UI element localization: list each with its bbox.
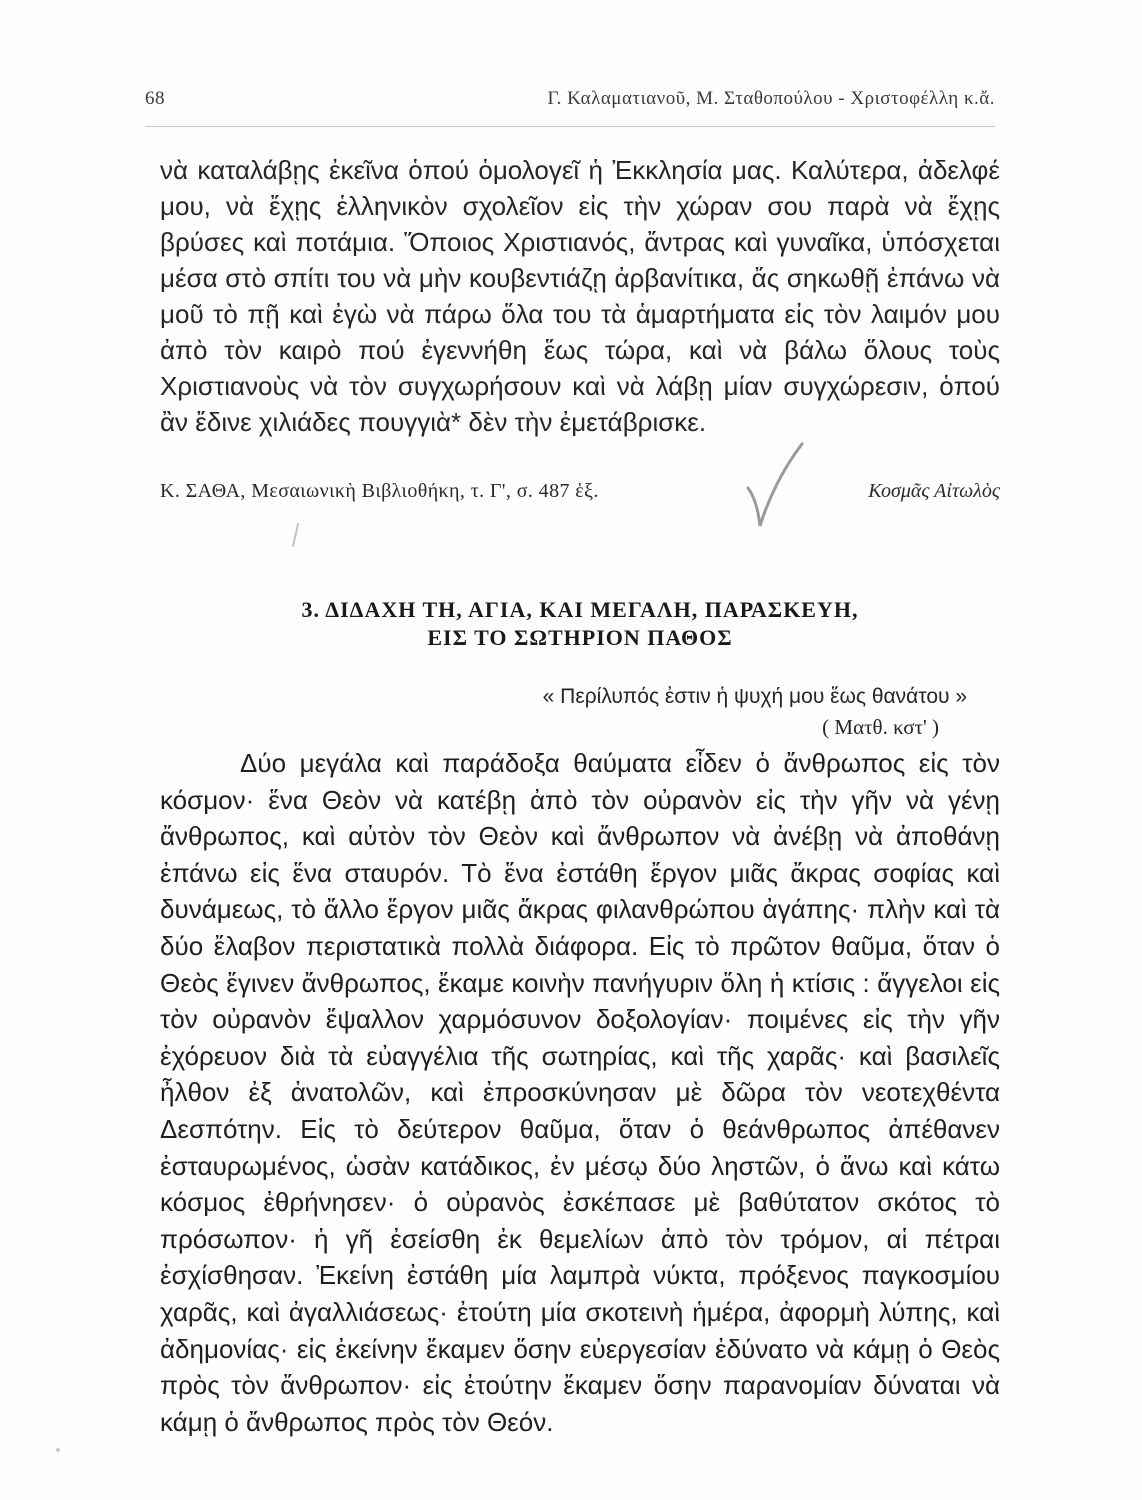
section-title-line-2: ΕΙΣ ΤΟ ΣΩΤΗΡΙΟΝ ΠΑΘΟΣ xyxy=(427,625,733,650)
page-number: 68 xyxy=(145,88,165,109)
paper-speck xyxy=(56,1448,60,1452)
section-title-line-1: 3. ΔΙΔΑΧΗ ΤΗ, ΑΓΙΑ, ΚΑΙ ΜΕΓΑΛΗ, ΠΑΡΑΣΚΕΥΗ, xyxy=(301,597,859,622)
source-author: Κοσμᾶς Αἰτωλὸς xyxy=(868,480,1000,502)
pencil-checkmark-icon xyxy=(740,440,810,530)
header-rule xyxy=(145,126,995,127)
epigraph xyxy=(407,682,967,742)
body-paragraph: Δύο μεγάλα καὶ παράδοξα θαύματα εἶδεν ὁ ἄνθρωπος εἰς τὸν κόσμον· ἕνα Θεὸν νὰ κατέβῃ ἀπὸ τὸν οὐρανὸν εἰς τὴν γῆν νὰ γένῃ ἄνθρωπος, καὶ αὐτὸν τὸν Θεὸν καὶ ἄνθρωπον νὰ ἀνέβῃ νὰ ἀποθάνῃ ἐπάνω εἰς ἕνα σταυρόν. Τὸ ἕνα ἐστάθη ἔργον μιᾶς ἄκρας σοφίας καὶ δυνάμεως, τὸ ἄλλο ἔργον μιᾶς ἄκρας φιλανθρώπου ἀγάπης· πλὴν καὶ τὰ δύο ἔλαβον περιστατικὰ πολλὰ διάφορα. Εἰς τὸ πρῶτον θαῦμα, ὅταν ὁ Θεὸς ἔγινεν ἄνθρωπος, ἔκαμε κοινὴν πανήγυριν ὅλη ἡ κτίσις : ἄγγελοι εἰς τὸν οὐρανὸν ἔψαλλον χαρμόσυνον δοξολογίαν· ποιμένες εἰς τὴν γῆν ἐχόρευον διὰ τὰ εὐαγγέλια τῆς σωτηρίας, καὶ τῆς χαρᾶς· καὶ βασιλεῖς ἦλθον ἐξ ἀνατολῶν, καὶ ἐπροσκύνησαν μὲ δῶρα τὸν νεοτεχθέντα Δεσπότην. Εἰς τὸ δεύτερον θαῦμα, ὅταν ὁ θεάνθρωπος ἀπέθανεν ἐσταυρωμένος, ὡσὰν κατάδικος, ἐν μέσῳ δύο ληστῶν, ὁ ἄνω καὶ κάτω κόσμος ἐθρήνησεν· ὁ οὐρανὸς ἐσκέπασε μὲ βαθύτατον σκότος τὸ πρόσωπον· ἡ γῆ ἐσείσθη ἐκ θεμελίων ἀπὸ τὸν τρόμον, αἱ πέτραι ἐσχίσθησαν. Ἐκείνη ἐστάθη μία λαμπρὰ νύκτα, πρόξενος παγκοσμίου χαρᾶς, καὶ ἀγαλλιάσεως· ἐτούτη μία σκοτεινὴ ἡμέρα, ἀφορμὴ λύπης, καὶ ἀδημονίας· εἰς ἐκείνην ἔκαμεν ὅσην εὐεργεσίαν ἐδύνατο νὰ κάμῃ ὁ Θεὸς πρὸς τὸν ἄνθρωπον· εἰς ἐτούτην ἔκαμεν ὅσην παρανομίαν δύναται νὰ κάμῃ ὁ ἄνθρωπος πρὸς τὸν Θεόν. xyxy=(160,748,1000,1437)
epigraph-quote: « Περίλυπός ἐστιν ἡ ψυχή μου ἕως θανάτου » xyxy=(542,685,967,708)
pencil-mark-icon xyxy=(290,522,302,548)
quoted-excerpt xyxy=(160,152,1000,440)
sermon-body xyxy=(160,745,1000,1440)
source-citation-line xyxy=(160,480,1000,510)
page-header xyxy=(145,88,995,122)
running-head: Γ. Καλαματιανοῦ, Μ. Σταθοπούλου - Χριστοφέλλη κ.ἄ. xyxy=(547,88,995,109)
excerpt-text: νὰ καταλάβῃς ἐκεῖνα ὁπού ὁμολογεῖ ἡ Ἐκκλησία μας. Καλύτερα, ἀδελφέ μου, νὰ ἔχῃς ἑλληνικὸν σχολεῖον εἰς τὴν χώραν σου παρὰ νὰ ἔχῃς βρύσες καὶ ποτάμια. Ὅποιος Χριστιανός, ἄντρας καὶ γυναῖκα, ὑπόσχεται μέσα στὸ σπίτι του νὰ μὴν κουβεντιάζῃ ἀρβανίτικα, ἄς σηκωθῇ ἐπάνω νὰ μοῦ τὸ πῇ καὶ ἐγὼ νὰ πάρω ὅλα του τὰ ἁμαρτήματα εἰς τὸν λαιμόν μου ἀπὸ τὸν καιρὸ πού ἐγεννήθη ἕως τώρα, καὶ νὰ βάλω ὅλους τοὺς Χριστιανοὺς νὰ τὸν συγχωρήσουν καὶ νὰ λάβῃ μίαν συγχώρεσιν, ὁπού ἂν ἔδινε χιλιάδες πουγγιὰ* δὲν τὴν ἐμετάβρισκε. xyxy=(160,155,1000,437)
section-title xyxy=(170,596,990,652)
epigraph-reference: ( Ματθ. κστ' ) xyxy=(822,715,939,739)
source-citation: Κ. ΣΑΘΑ, Μεσαιωνικὴ Βιβλιοθήκη, τ. Γ', σ. 487 ἑξ. xyxy=(160,480,599,502)
